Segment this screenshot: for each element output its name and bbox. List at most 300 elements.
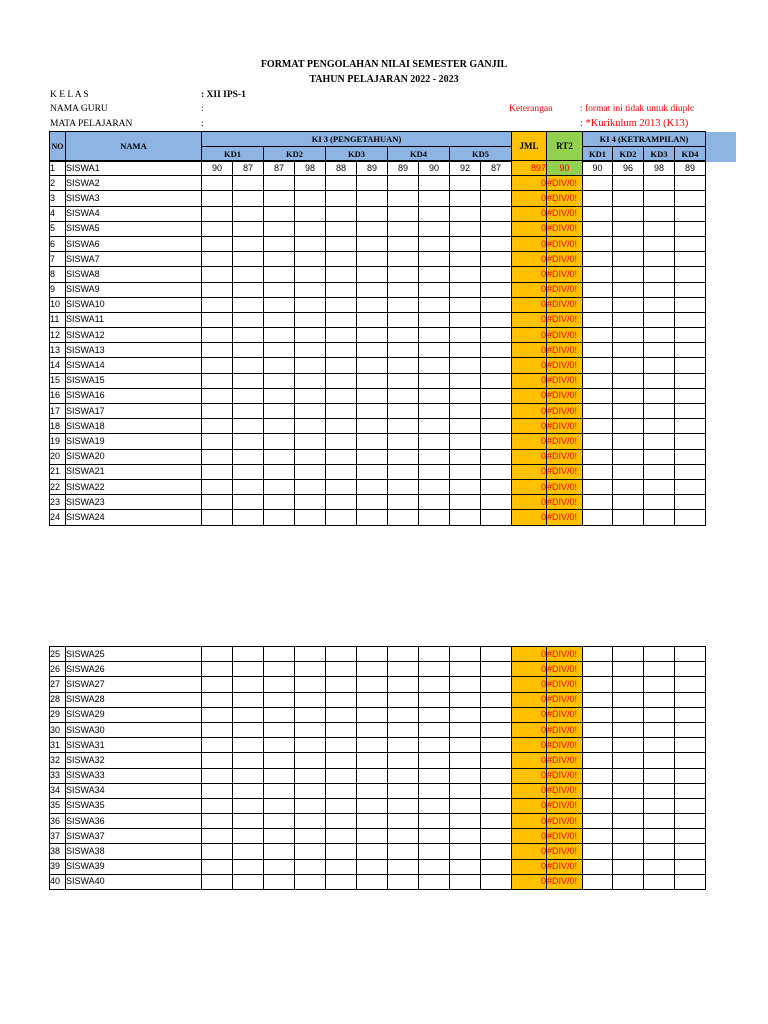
- score-cell[interactable]: 89: [388, 161, 419, 176]
- score-cell[interactable]: [450, 844, 481, 859]
- rt2-cell[interactable]: #DIV/0!: [547, 388, 583, 403]
- ki4-score-cell[interactable]: [644, 236, 675, 251]
- ki4-score-cell[interactable]: [583, 358, 613, 373]
- ki4-score-cell[interactable]: [613, 464, 644, 479]
- score-cell[interactable]: [450, 874, 481, 889]
- score-cell[interactable]: [481, 449, 512, 464]
- score-cell[interactable]: [295, 373, 326, 388]
- ki4-score-cell[interactable]: [583, 647, 613, 662]
- row-number[interactable]: 8: [50, 267, 66, 282]
- ki4-score-cell[interactable]: [613, 221, 644, 236]
- score-cell[interactable]: [357, 753, 388, 768]
- student-name[interactable]: SISWA7: [66, 252, 202, 267]
- ki4-score-cell[interactable]: [613, 707, 644, 722]
- row-number[interactable]: 21: [50, 464, 66, 479]
- score-cell[interactable]: [326, 419, 357, 434]
- score-cell[interactable]: [481, 358, 512, 373]
- ki4-score-cell[interactable]: [644, 312, 675, 327]
- score-cell[interactable]: [264, 783, 295, 798]
- score-cell[interactable]: [233, 373, 264, 388]
- ki4-score-cell[interactable]: [675, 191, 706, 206]
- score-cell[interactable]: [233, 829, 264, 844]
- student-name[interactable]: SISWA20: [66, 449, 202, 464]
- score-cell[interactable]: [357, 844, 388, 859]
- score-cell[interactable]: [481, 282, 512, 297]
- score-cell[interactable]: [450, 312, 481, 327]
- score-cell[interactable]: 92: [450, 161, 481, 176]
- score-cell[interactable]: [388, 738, 419, 753]
- score-cell[interactable]: [202, 282, 233, 297]
- score-cell[interactable]: [202, 495, 233, 510]
- score-cell[interactable]: [264, 707, 295, 722]
- score-cell[interactable]: [202, 434, 233, 449]
- score-cell[interactable]: [233, 677, 264, 692]
- ki4-score-cell[interactable]: 90: [583, 161, 613, 176]
- ki4-score-cell[interactable]: [613, 343, 644, 358]
- row-number[interactable]: 2: [50, 176, 66, 191]
- score-cell[interactable]: [388, 373, 419, 388]
- row-number[interactable]: 39: [50, 859, 66, 874]
- score-cell[interactable]: [295, 844, 326, 859]
- jml-cell[interactable]: 0: [512, 221, 547, 236]
- score-cell[interactable]: [264, 510, 295, 525]
- jml-cell[interactable]: 0: [512, 176, 547, 191]
- row-number[interactable]: 15: [50, 373, 66, 388]
- score-cell[interactable]: [326, 267, 357, 282]
- ki4-score-cell[interactable]: [644, 859, 675, 874]
- score-cell[interactable]: [450, 176, 481, 191]
- score-cell[interactable]: [419, 236, 450, 251]
- score-cell[interactable]: 90: [419, 161, 450, 176]
- score-cell[interactable]: [202, 510, 233, 525]
- rt2-cell[interactable]: #DIV/0!: [547, 267, 583, 282]
- score-cell[interactable]: [388, 358, 419, 373]
- ki4-score-cell[interactable]: [613, 236, 644, 251]
- jml-cell[interactable]: 0: [512, 874, 547, 889]
- score-cell[interactable]: [388, 829, 419, 844]
- rt2-cell[interactable]: #DIV/0!: [547, 844, 583, 859]
- student-name[interactable]: SISWA35: [66, 798, 202, 813]
- score-cell[interactable]: [202, 479, 233, 494]
- student-name[interactable]: SISWA15: [66, 373, 202, 388]
- score-cell[interactable]: [233, 479, 264, 494]
- score-cell[interactable]: [419, 297, 450, 312]
- ki4-score-cell[interactable]: [675, 388, 706, 403]
- score-cell[interactable]: [388, 662, 419, 677]
- score-cell[interactable]: [357, 404, 388, 419]
- jml-cell[interactable]: 0: [512, 859, 547, 874]
- score-cell[interactable]: [388, 479, 419, 494]
- ki4-score-cell[interactable]: [644, 206, 675, 221]
- ki4-score-cell[interactable]: [583, 373, 613, 388]
- score-cell[interactable]: [388, 282, 419, 297]
- jml-cell[interactable]: 0: [512, 328, 547, 343]
- student-name[interactable]: SISWA14: [66, 358, 202, 373]
- score-cell[interactable]: [450, 707, 481, 722]
- ki4-score-cell[interactable]: [613, 191, 644, 206]
- score-cell[interactable]: 89: [357, 161, 388, 176]
- score-cell[interactable]: [357, 176, 388, 191]
- ki4-score-cell[interactable]: [583, 176, 613, 191]
- score-cell[interactable]: [419, 388, 450, 403]
- row-number[interactable]: 40: [50, 874, 66, 889]
- ki4-score-cell[interactable]: [644, 252, 675, 267]
- jml-cell[interactable]: 0: [512, 662, 547, 677]
- ki4-score-cell[interactable]: 98: [644, 161, 675, 176]
- score-cell[interactable]: [388, 844, 419, 859]
- score-cell[interactable]: [388, 176, 419, 191]
- score-cell[interactable]: [326, 479, 357, 494]
- score-cell[interactable]: [357, 297, 388, 312]
- ki4-score-cell[interactable]: [583, 677, 613, 692]
- score-cell[interactable]: [388, 312, 419, 327]
- jml-cell[interactable]: 0: [512, 707, 547, 722]
- score-cell[interactable]: [326, 874, 357, 889]
- ki4-score-cell[interactable]: [675, 267, 706, 282]
- ki4-score-cell[interactable]: [613, 388, 644, 403]
- score-cell[interactable]: [326, 768, 357, 783]
- jml-cell[interactable]: 0: [512, 343, 547, 358]
- score-cell[interactable]: [450, 434, 481, 449]
- ki4-score-cell[interactable]: [675, 176, 706, 191]
- score-cell[interactable]: [295, 798, 326, 813]
- score-cell[interactable]: [295, 328, 326, 343]
- jml-cell[interactable]: 0: [512, 252, 547, 267]
- ki4-score-cell[interactable]: [613, 297, 644, 312]
- score-cell[interactable]: [264, 479, 295, 494]
- ki4-score-cell[interactable]: [583, 479, 613, 494]
- score-cell[interactable]: [388, 388, 419, 403]
- rt2-cell[interactable]: #DIV/0!: [547, 236, 583, 251]
- score-cell[interactable]: [481, 844, 512, 859]
- score-cell[interactable]: [419, 343, 450, 358]
- score-cell[interactable]: [419, 722, 450, 737]
- student-name[interactable]: SISWA2: [66, 176, 202, 191]
- score-cell[interactable]: [450, 449, 481, 464]
- score-cell[interactable]: [202, 662, 233, 677]
- ki4-score-cell[interactable]: [644, 449, 675, 464]
- score-cell[interactable]: [264, 373, 295, 388]
- ki4-score-cell[interactable]: [644, 464, 675, 479]
- score-cell[interactable]: [388, 449, 419, 464]
- rt2-cell[interactable]: #DIV/0!: [547, 662, 583, 677]
- jml-cell[interactable]: 0: [512, 449, 547, 464]
- jml-cell[interactable]: 0: [512, 358, 547, 373]
- score-cell[interactable]: [233, 206, 264, 221]
- ki4-score-cell[interactable]: [613, 510, 644, 525]
- score-cell[interactable]: [357, 358, 388, 373]
- ki4-score-cell[interactable]: [583, 297, 613, 312]
- student-name[interactable]: SISWA37: [66, 829, 202, 844]
- score-cell[interactable]: [202, 252, 233, 267]
- score-cell[interactable]: [419, 282, 450, 297]
- score-cell[interactable]: [481, 479, 512, 494]
- score-cell[interactable]: [481, 510, 512, 525]
- score-cell[interactable]: [233, 282, 264, 297]
- ki4-score-cell[interactable]: [583, 206, 613, 221]
- score-cell[interactable]: [202, 692, 233, 707]
- score-cell[interactable]: [326, 252, 357, 267]
- ki4-score-cell[interactable]: [613, 312, 644, 327]
- score-cell[interactable]: [295, 495, 326, 510]
- row-number[interactable]: 3: [50, 191, 66, 206]
- score-cell[interactable]: [233, 267, 264, 282]
- ki4-score-cell[interactable]: [583, 495, 613, 510]
- score-cell[interactable]: [295, 768, 326, 783]
- ki4-score-cell[interactable]: [644, 829, 675, 844]
- row-number[interactable]: 37: [50, 829, 66, 844]
- score-cell[interactable]: [233, 358, 264, 373]
- student-name[interactable]: SISWA1: [66, 161, 202, 176]
- student-name[interactable]: SISWA6: [66, 236, 202, 251]
- jml-cell[interactable]: 0: [512, 814, 547, 829]
- score-cell[interactable]: [419, 738, 450, 753]
- score-cell[interactable]: [264, 404, 295, 419]
- ki4-score-cell[interactable]: [644, 373, 675, 388]
- score-cell[interactable]: [326, 343, 357, 358]
- student-name[interactable]: SISWA27: [66, 677, 202, 692]
- jml-cell[interactable]: 0: [512, 464, 547, 479]
- score-cell[interactable]: [326, 783, 357, 798]
- score-cell[interactable]: [388, 677, 419, 692]
- score-cell[interactable]: [326, 707, 357, 722]
- score-cell[interactable]: [264, 722, 295, 737]
- ki4-score-cell[interactable]: [583, 753, 613, 768]
- score-cell[interactable]: [357, 464, 388, 479]
- score-cell[interactable]: [357, 662, 388, 677]
- score-cell[interactable]: [450, 798, 481, 813]
- ki4-score-cell[interactable]: [583, 449, 613, 464]
- score-cell[interactable]: [450, 282, 481, 297]
- row-number[interactable]: 27: [50, 677, 66, 692]
- ki4-score-cell[interactable]: [675, 495, 706, 510]
- score-cell[interactable]: [357, 388, 388, 403]
- score-cell[interactable]: [326, 753, 357, 768]
- score-cell[interactable]: [233, 388, 264, 403]
- ki4-score-cell[interactable]: [583, 844, 613, 859]
- score-cell[interactable]: [202, 707, 233, 722]
- score-cell[interactable]: [419, 449, 450, 464]
- score-cell[interactable]: [295, 677, 326, 692]
- ki4-score-cell[interactable]: [675, 768, 706, 783]
- score-cell[interactable]: [481, 495, 512, 510]
- ki4-score-cell[interactable]: [583, 236, 613, 251]
- ki4-score-cell[interactable]: [644, 768, 675, 783]
- score-cell[interactable]: [419, 677, 450, 692]
- ki4-score-cell[interactable]: [675, 829, 706, 844]
- score-cell[interactable]: [481, 662, 512, 677]
- score-cell[interactable]: [419, 647, 450, 662]
- score-cell[interactable]: [326, 404, 357, 419]
- ki4-score-cell[interactable]: [644, 221, 675, 236]
- ki4-score-cell[interactable]: [583, 464, 613, 479]
- score-cell[interactable]: [481, 783, 512, 798]
- ki4-score-cell[interactable]: [613, 419, 644, 434]
- score-cell[interactable]: [419, 328, 450, 343]
- student-name[interactable]: SISWA30: [66, 722, 202, 737]
- score-cell[interactable]: [419, 495, 450, 510]
- ki4-score-cell[interactable]: [644, 783, 675, 798]
- score-cell[interactable]: [481, 768, 512, 783]
- student-name[interactable]: SISWA32: [66, 753, 202, 768]
- score-cell[interactable]: [481, 692, 512, 707]
- score-cell[interactable]: [326, 844, 357, 859]
- score-cell[interactable]: [326, 647, 357, 662]
- score-cell[interactable]: [450, 206, 481, 221]
- row-number[interactable]: 6: [50, 236, 66, 251]
- score-cell[interactable]: [357, 768, 388, 783]
- score-cell[interactable]: [326, 814, 357, 829]
- ki4-score-cell[interactable]: [583, 662, 613, 677]
- rt2-cell[interactable]: #DIV/0!: [547, 297, 583, 312]
- ki4-score-cell[interactable]: 96: [613, 161, 644, 176]
- student-name[interactable]: SISWA18: [66, 419, 202, 434]
- score-cell[interactable]: [326, 722, 357, 737]
- score-cell[interactable]: [233, 783, 264, 798]
- score-cell[interactable]: [202, 798, 233, 813]
- score-cell[interactable]: [450, 358, 481, 373]
- score-cell[interactable]: [357, 252, 388, 267]
- score-cell[interactable]: [419, 464, 450, 479]
- score-cell[interactable]: [419, 419, 450, 434]
- rt2-cell[interactable]: #DIV/0!: [547, 798, 583, 813]
- row-number[interactable]: 22: [50, 479, 66, 494]
- score-cell[interactable]: [357, 191, 388, 206]
- student-name[interactable]: SISWA23: [66, 495, 202, 510]
- row-number[interactable]: 32: [50, 753, 66, 768]
- rt2-cell[interactable]: #DIV/0!: [547, 252, 583, 267]
- score-cell[interactable]: [388, 874, 419, 889]
- score-cell[interactable]: [357, 312, 388, 327]
- ki4-score-cell[interactable]: [583, 692, 613, 707]
- score-cell[interactable]: [264, 768, 295, 783]
- ki4-score-cell[interactable]: [613, 449, 644, 464]
- ki4-score-cell[interactable]: [675, 358, 706, 373]
- score-cell[interactable]: [450, 859, 481, 874]
- score-cell[interactable]: [326, 434, 357, 449]
- ki4-score-cell[interactable]: [613, 677, 644, 692]
- ki4-score-cell[interactable]: [675, 343, 706, 358]
- score-cell[interactable]: [233, 692, 264, 707]
- ki4-score-cell[interactable]: [613, 768, 644, 783]
- student-name[interactable]: SISWA4: [66, 206, 202, 221]
- score-cell[interactable]: [202, 677, 233, 692]
- score-cell[interactable]: [326, 859, 357, 874]
- jml-cell[interactable]: 0: [512, 404, 547, 419]
- score-cell[interactable]: [264, 328, 295, 343]
- student-name[interactable]: SISWA31: [66, 738, 202, 753]
- row-number[interactable]: 35: [50, 798, 66, 813]
- ki4-score-cell[interactable]: [613, 358, 644, 373]
- rt2-cell[interactable]: #DIV/0!: [547, 783, 583, 798]
- score-cell[interactable]: [450, 722, 481, 737]
- score-cell[interactable]: [450, 343, 481, 358]
- score-cell[interactable]: [357, 783, 388, 798]
- score-cell[interactable]: [481, 814, 512, 829]
- score-cell[interactable]: [357, 722, 388, 737]
- score-cell[interactable]: [202, 297, 233, 312]
- score-cell[interactable]: [450, 829, 481, 844]
- score-cell[interactable]: [295, 449, 326, 464]
- row-number[interactable]: 31: [50, 738, 66, 753]
- score-cell[interactable]: [357, 206, 388, 221]
- rt2-cell[interactable]: #DIV/0!: [547, 464, 583, 479]
- score-cell[interactable]: [202, 176, 233, 191]
- rt2-cell[interactable]: #DIV/0!: [547, 176, 583, 191]
- rt2-cell[interactable]: #DIV/0!: [547, 829, 583, 844]
- rt2-cell[interactable]: #DIV/0!: [547, 419, 583, 434]
- ki4-score-cell[interactable]: [675, 814, 706, 829]
- score-cell[interactable]: [202, 814, 233, 829]
- student-name[interactable]: SISWA12: [66, 328, 202, 343]
- score-cell[interactable]: [264, 464, 295, 479]
- score-cell[interactable]: [202, 267, 233, 282]
- score-cell[interactable]: [264, 662, 295, 677]
- score-cell[interactable]: [326, 191, 357, 206]
- ki4-score-cell[interactable]: [613, 844, 644, 859]
- score-cell[interactable]: [295, 206, 326, 221]
- score-cell[interactable]: [295, 647, 326, 662]
- score-cell[interactable]: [295, 297, 326, 312]
- score-cell[interactable]: [233, 434, 264, 449]
- score-cell[interactable]: [202, 844, 233, 859]
- score-cell[interactable]: [233, 404, 264, 419]
- score-cell[interactable]: [419, 859, 450, 874]
- score-cell[interactable]: [388, 404, 419, 419]
- ki4-score-cell[interactable]: [675, 844, 706, 859]
- ki4-score-cell[interactable]: [613, 434, 644, 449]
- ki4-score-cell[interactable]: [675, 692, 706, 707]
- score-cell[interactable]: [264, 677, 295, 692]
- score-cell[interactable]: [450, 404, 481, 419]
- ki4-score-cell[interactable]: [675, 221, 706, 236]
- score-cell[interactable]: [295, 267, 326, 282]
- rt2-cell[interactable]: #DIV/0!: [547, 647, 583, 662]
- rt2-cell[interactable]: #DIV/0!: [547, 434, 583, 449]
- score-cell[interactable]: [388, 495, 419, 510]
- ki4-score-cell[interactable]: [644, 647, 675, 662]
- ki4-score-cell[interactable]: [583, 419, 613, 434]
- score-cell[interactable]: [233, 814, 264, 829]
- score-cell[interactable]: [388, 236, 419, 251]
- ki4-score-cell[interactable]: [644, 707, 675, 722]
- row-number[interactable]: 38: [50, 844, 66, 859]
- ki4-score-cell[interactable]: [675, 783, 706, 798]
- score-cell[interactable]: [388, 647, 419, 662]
- score-cell[interactable]: [326, 510, 357, 525]
- ki4-score-cell[interactable]: [613, 753, 644, 768]
- score-cell[interactable]: [295, 252, 326, 267]
- jml-cell[interactable]: 0: [512, 297, 547, 312]
- score-cell[interactable]: [233, 798, 264, 813]
- row-number[interactable]: 24: [50, 510, 66, 525]
- student-name[interactable]: SISWA8: [66, 267, 202, 282]
- score-cell[interactable]: [481, 859, 512, 874]
- rt2-cell[interactable]: #DIV/0!: [547, 312, 583, 327]
- ki4-score-cell[interactable]: [675, 677, 706, 692]
- score-cell[interactable]: [264, 297, 295, 312]
- row-number[interactable]: 4: [50, 206, 66, 221]
- score-cell[interactable]: [326, 297, 357, 312]
- score-cell[interactable]: [450, 267, 481, 282]
- ki4-score-cell[interactable]: [644, 692, 675, 707]
- score-cell[interactable]: [233, 722, 264, 737]
- score-cell[interactable]: [202, 419, 233, 434]
- rt2-cell[interactable]: #DIV/0!: [547, 768, 583, 783]
- score-cell[interactable]: [295, 859, 326, 874]
- score-cell[interactable]: [388, 206, 419, 221]
- score-cell[interactable]: [388, 768, 419, 783]
